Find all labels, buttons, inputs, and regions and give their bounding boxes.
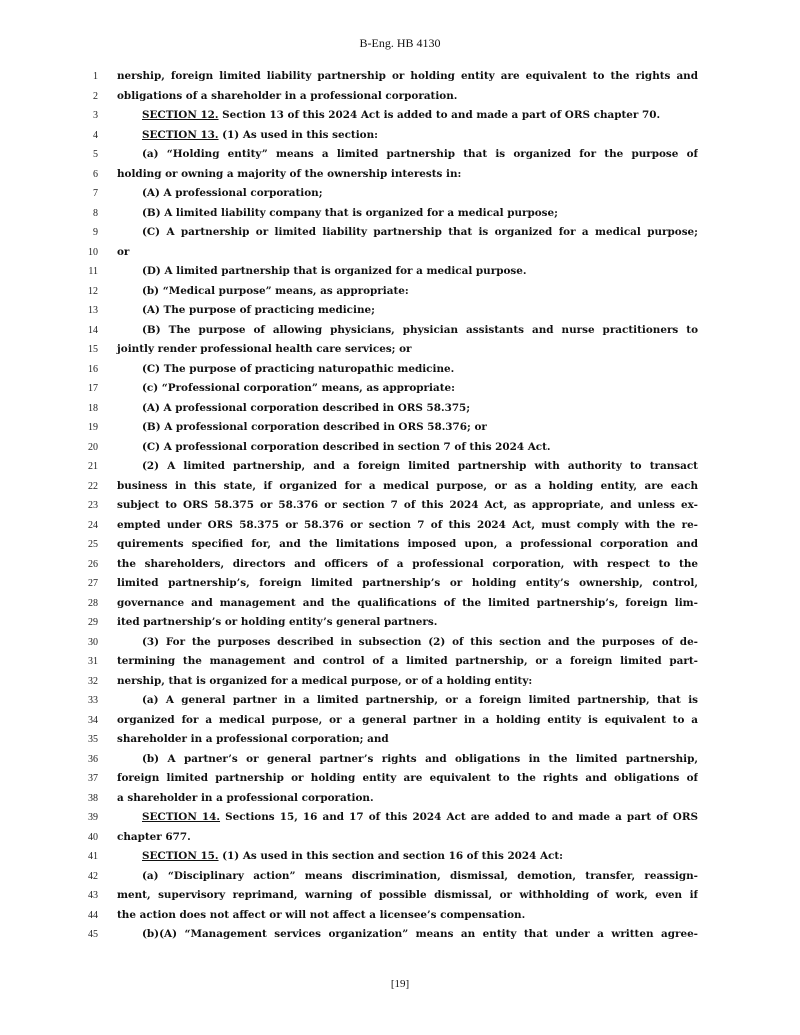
document-line xyxy=(0,809,800,829)
line-body: (C) A professional corporation described in section 7 of this 2024 Act. xyxy=(142,440,551,453)
line-number: 1 xyxy=(93,71,98,82)
line-text xyxy=(117,576,698,591)
document-line xyxy=(0,614,800,634)
line-number: 21 xyxy=(88,461,98,472)
line-number: 5 xyxy=(93,149,98,160)
document-line xyxy=(0,127,800,147)
section-heading: SECTION 12. xyxy=(142,109,219,121)
line-text xyxy=(117,89,698,104)
line-number: 2 xyxy=(93,90,98,102)
line-text xyxy=(142,440,698,455)
line-text xyxy=(142,810,698,825)
line-text xyxy=(142,225,698,240)
line-number: 10 xyxy=(88,246,98,258)
document-line xyxy=(0,673,800,693)
line-body: jointly render professional health care services; or xyxy=(117,343,412,355)
line-body: Section 13 of this 2024 Act is added to and made a part of ORS chapter 70. xyxy=(218,109,661,121)
line-body: (b) “Medical purpose” means, as appropriate: xyxy=(142,284,409,297)
line-body: shareholder in a professional corporation; and xyxy=(117,733,389,745)
line-number: 15 xyxy=(88,344,98,355)
document-line xyxy=(0,419,800,439)
line-body: (B) The purpose of allowing physicians, physician assistants and nurse practitioners to xyxy=(142,323,698,336)
line-body: (A) The purpose of practicing medicine; xyxy=(142,304,375,316)
line-text xyxy=(117,518,698,533)
document-line xyxy=(0,575,800,595)
line-text xyxy=(142,362,698,377)
line-number: 42 xyxy=(88,870,98,882)
line-text xyxy=(117,245,698,260)
line-body: (C) A partnership or limited liability partnership that is organized for a medical purpose; xyxy=(142,226,698,238)
line-body: Sections 15, 16 and 17 of this 2024 Act are added to and made a part of ORS xyxy=(220,811,698,823)
document-line xyxy=(0,224,800,244)
document-line xyxy=(0,926,800,946)
line-text xyxy=(117,771,698,786)
document-line xyxy=(0,341,800,361)
line-text xyxy=(142,186,698,201)
line-body: (A) A professional corporation; xyxy=(142,187,323,199)
line-number: 32 xyxy=(88,675,98,687)
document-line xyxy=(0,653,800,673)
document-line xyxy=(0,790,800,810)
line-number: 38 xyxy=(88,792,98,804)
line-body: (B) A limited liability company that is organized for a medical purpose; xyxy=(142,206,558,219)
line-text xyxy=(142,206,698,221)
line-body: (3) For the purposes described in subsection (2) of this section and the purposes of de- xyxy=(142,635,698,648)
line-number: 37 xyxy=(88,773,98,784)
section-heading: SECTION 15. xyxy=(142,850,219,862)
line-body: nership, foreign limited liability partnership or holding entity are equivalent to the rights and xyxy=(117,70,698,82)
line-body: (a) “Holding entity” means a limited partnership that is organized for the purpose of xyxy=(142,148,698,160)
line-number: 16 xyxy=(88,363,98,375)
line-body: termining the management and control of a limited partnership, or a foreign limited part- xyxy=(117,655,698,667)
document-line xyxy=(0,88,800,108)
line-body: foreign limited partnership or holding entity are equivalent to the rights and obligations of xyxy=(117,772,698,784)
line-body: the shareholders, directors and officers of a professional corporation, with respect to the xyxy=(117,557,698,570)
line-number: 12 xyxy=(88,285,98,297)
line-body: (a) A general partner in a limited partnership, or a foreign limited partnership, that is xyxy=(142,694,698,706)
line-body: the action does not affect or will not affect a licensee’s compensation. xyxy=(117,908,526,921)
document-line xyxy=(0,439,800,459)
line-body: (C) The purpose of practicing naturopathic medicine. xyxy=(142,362,455,375)
line-body: organized for a medical purpose, or a general partner in a holding entity is equivalent to a xyxy=(117,713,698,726)
page-number: [19] xyxy=(390,978,410,990)
document-line xyxy=(0,302,800,322)
document-line xyxy=(0,692,800,712)
document-line xyxy=(0,107,800,127)
document-line xyxy=(0,770,800,790)
line-body: (A) A professional corporation described in ORS 58.375; xyxy=(142,401,471,414)
line-text xyxy=(117,654,698,669)
line-text xyxy=(142,752,698,767)
line-text xyxy=(142,147,698,162)
section-heading: SECTION 14. xyxy=(142,811,221,823)
line-body: ment, supervisory reprimand, warning of possible dismissal, or withholding of work, even if xyxy=(117,889,698,901)
line-number: 34 xyxy=(88,714,98,726)
line-number: 11 xyxy=(88,266,98,277)
line-number: 24 xyxy=(88,519,98,531)
line-body: obligations of a shareholder in a professional corporation. xyxy=(117,89,458,102)
line-body: governance and management and the qualifications of the limited partnership’s, foreign lim- xyxy=(117,596,698,609)
line-body: or xyxy=(117,245,130,258)
line-body: (b) A partner’s or general partner’s rights and obligations in the limited partnership, xyxy=(142,752,698,765)
document-line xyxy=(0,556,800,576)
document-line xyxy=(0,185,800,205)
line-number: 29 xyxy=(88,617,98,628)
line-body: (b)(A) “Management services organization” means an entity that under a written agree- xyxy=(142,928,698,940)
document-line xyxy=(0,497,800,517)
document-line xyxy=(0,751,800,771)
document-line xyxy=(0,731,800,751)
line-body: (D) A limited partnership that is organized for a medical purpose. xyxy=(142,265,527,277)
line-text xyxy=(142,284,698,299)
document-line xyxy=(0,380,800,400)
document-line xyxy=(0,595,800,615)
line-text xyxy=(117,167,698,182)
line-text xyxy=(117,342,698,357)
line-body: (1) As used in this section and section 16 of this 2024 Act: xyxy=(218,850,564,862)
line-number: 41 xyxy=(88,851,98,862)
line-text xyxy=(142,635,698,650)
line-number: 36 xyxy=(88,753,98,765)
line-body: (1) As used in this section: xyxy=(218,128,378,141)
line-text xyxy=(117,908,698,923)
line-number: 9 xyxy=(93,227,98,238)
line-text xyxy=(117,498,698,513)
document-line xyxy=(0,887,800,907)
line-text xyxy=(117,791,698,806)
document-line xyxy=(0,205,800,225)
line-body: chapter 677. xyxy=(117,830,191,843)
line-text xyxy=(117,537,698,552)
line-text xyxy=(142,459,698,474)
line-text xyxy=(142,927,698,942)
document-line xyxy=(0,283,800,303)
line-text xyxy=(117,69,698,84)
line-number: 18 xyxy=(88,402,98,414)
line-text xyxy=(142,401,698,416)
line-number: 40 xyxy=(88,831,98,843)
line-number: 22 xyxy=(88,480,98,492)
line-text xyxy=(142,420,698,435)
document-line xyxy=(0,263,800,283)
document-line xyxy=(0,907,800,927)
line-number: 13 xyxy=(88,305,98,316)
line-body: nership, that is organized for a medical purpose, or of a holding entity: xyxy=(117,674,533,687)
line-text xyxy=(142,323,698,338)
line-text xyxy=(117,830,698,845)
line-number: 25 xyxy=(88,539,98,550)
page-header: B-Eng. HB 4130 xyxy=(359,36,441,50)
document-line xyxy=(0,478,800,498)
line-text xyxy=(142,264,698,279)
line-number: 39 xyxy=(88,812,98,823)
line-number: 43 xyxy=(88,890,98,901)
line-number: 26 xyxy=(88,558,98,570)
line-text xyxy=(117,674,698,689)
line-number: 4 xyxy=(93,129,98,141)
document-line xyxy=(0,712,800,732)
line-text xyxy=(142,849,698,864)
line-number: 44 xyxy=(88,909,98,921)
line-text xyxy=(142,128,698,143)
line-body: subject to ORS 58.375 or 58.376 or section 7 of this 2024 Act, as appropriate, and unless ex- xyxy=(117,499,698,511)
document-line xyxy=(0,458,800,478)
line-number: 33 xyxy=(88,695,98,706)
line-body: a shareholder in a professional corporation. xyxy=(117,791,374,804)
line-number: 28 xyxy=(88,597,98,609)
document-line xyxy=(0,536,800,556)
document-line xyxy=(0,517,800,537)
line-number: 27 xyxy=(88,578,98,589)
line-text xyxy=(142,869,698,884)
document-body xyxy=(0,68,800,946)
line-number: 6 xyxy=(93,168,98,180)
line-body: limited partnership’s, foreign limited partnership’s or holding entity’s ownership, control, xyxy=(117,577,698,589)
line-text xyxy=(142,693,698,708)
line-number: 35 xyxy=(88,734,98,745)
document-line xyxy=(0,68,800,88)
line-body: business in this state, if organized for a medical purpose, or as a holding entity, are each xyxy=(117,479,698,492)
line-number: 17 xyxy=(88,383,98,394)
line-text xyxy=(117,596,698,611)
line-number: 8 xyxy=(93,207,98,219)
line-text xyxy=(142,303,698,318)
section-heading: SECTION 13. xyxy=(142,128,219,141)
line-number: 23 xyxy=(88,500,98,511)
line-text xyxy=(117,888,698,903)
line-number: 19 xyxy=(88,422,98,433)
document-line xyxy=(0,361,800,381)
line-number: 31 xyxy=(88,656,98,667)
line-body: holding or owning a majority of the ownership interests in: xyxy=(117,167,462,180)
line-body: (B) A professional corporation described in ORS 58.376; or xyxy=(142,421,487,433)
document-line xyxy=(0,829,800,849)
line-number: 7 xyxy=(93,188,98,199)
line-number: 45 xyxy=(88,929,98,940)
line-text xyxy=(142,108,698,123)
line-body: quirements specified for, and the limitations imposed upon, a professional corporation and xyxy=(117,538,698,550)
line-text xyxy=(117,557,698,572)
line-body: (c) “Professional corporation” means, as appropriate: xyxy=(142,382,455,394)
document-line xyxy=(0,848,800,868)
line-number: 20 xyxy=(88,441,98,453)
line-text xyxy=(117,615,698,630)
line-number: 3 xyxy=(93,110,98,121)
line-body: (a) “Disciplinary action” means discrimination, dismissal, demotion, transfer, reassign- xyxy=(142,869,698,882)
document-line xyxy=(0,400,800,420)
line-number: 30 xyxy=(88,636,98,648)
document-line xyxy=(0,244,800,264)
document-line xyxy=(0,146,800,166)
line-number: 14 xyxy=(88,324,98,336)
line-body: ited partnership’s or holding entity’s general partners. xyxy=(117,616,438,628)
line-body: (2) A limited partnership, and a foreign limited partnership with authority to transact xyxy=(142,460,698,472)
document-line xyxy=(0,322,800,342)
line-text xyxy=(117,713,698,728)
document-line xyxy=(0,634,800,654)
document-line xyxy=(0,166,800,186)
line-text xyxy=(117,732,698,747)
document-line xyxy=(0,868,800,888)
line-text xyxy=(142,381,698,396)
line-body: empted under ORS 58.375 or 58.376 or section 7 of this 2024 Act, must comply with the re- xyxy=(117,518,698,531)
line-text xyxy=(117,479,698,494)
